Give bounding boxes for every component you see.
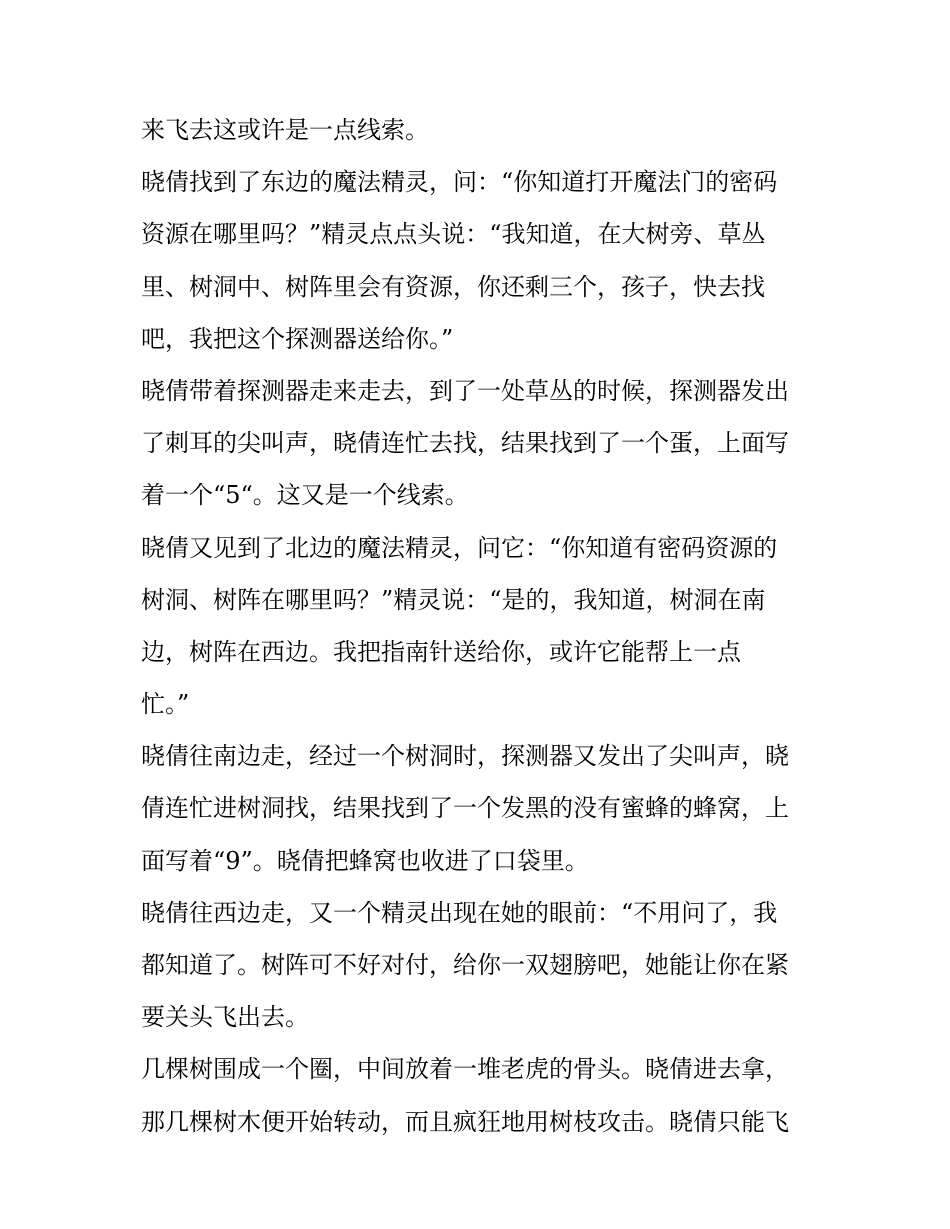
text-line-6: 晓倩带着探测器走来走去，到了一处草丛的时候，探测器发出: [141, 376, 789, 405]
text-line-3: 资源在哪里吗？”精灵点点头说：“我知道，在大树旁、草丛: [141, 220, 766, 249]
text-line-19: 几棵树围成一个圈，中间放着一堆老虎的骨头。晓倩进去拿，: [141, 1055, 789, 1084]
text-line-10: 树洞、树阵在哪里吗？”精灵说：“是的，我知道，树洞在南: [141, 585, 766, 614]
text-line-17: 都知道了。树阵可不好对付，给你一双翅膀吧，她能让你在紧: [141, 951, 789, 979]
text-line-18: 要关头飞出去。: [141, 1003, 309, 1032]
text-line-14: 倩连忙进树洞找，结果找到了一个发黑的没有蜜蜂的蜂窝，上: [141, 794, 789, 823]
text-line-16: 晓倩往西边走，又一个精灵出现在她的眼前：“不用问了，我: [141, 898, 778, 927]
text-line-13: 晓倩往南边走，经过一个树洞时，探测器又发出了尖叫声，晓: [141, 742, 789, 771]
text-line-5: 吧，我把这个探测器送给你。”: [141, 324, 454, 353]
text-line-15: 面写着“9”。晓倩把蜂窝也收进了口袋里。: [141, 846, 589, 875]
text-line-8: 着一个“5“。这又是一个线索。: [141, 481, 469, 510]
text-line-4: 里、树洞中、树阵里会有资源，你还剩三个，孩子，快去找: [141, 272, 765, 301]
text-line-11: 边，树阵在西边。我把指南针送给你，或许它能帮上一点: [141, 637, 741, 666]
text-line-2: 晓倩找到了东边的魔法精灵，问：“你知道打开魔法门的密码: [141, 168, 778, 197]
story-text: [141, 110, 821, 1142]
text-line-12: 忙。”: [141, 690, 190, 719]
text-line-20: 那几棵树木便开始转动，而且疯狂地用树枝攻击。晓倩只能飞: [141, 1107, 789, 1136]
text-line-9: 晓倩又见到了北边的魔法精灵，问它：“你知道有密码资源的: [141, 533, 778, 562]
text-line-1: 来飞去这或许是一点线索。: [141, 116, 429, 144]
text-line-7: 了刺耳的尖叫声，晓倩连忙去找，结果找到了一个蛋，上面写: [141, 429, 789, 458]
